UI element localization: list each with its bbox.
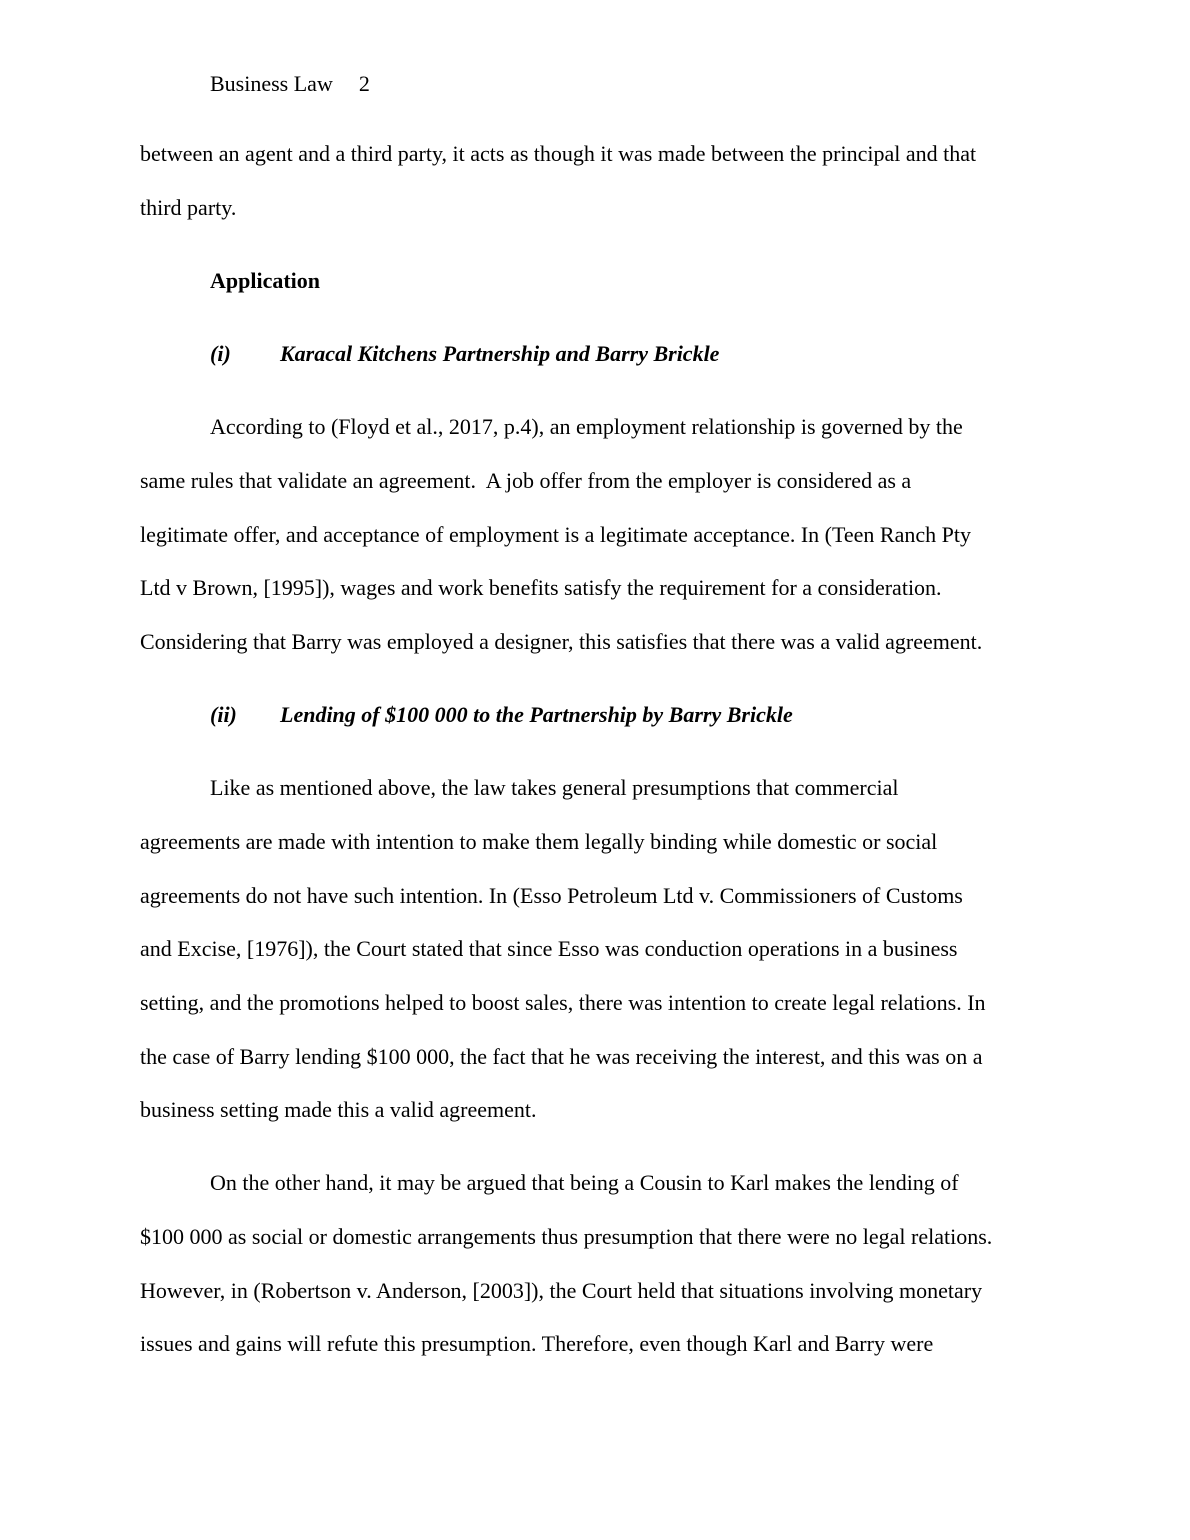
page-number: 2 (358, 71, 370, 96)
paragraph-line: setting, and the promotions helped to boost sales, there was intention to create legal relations. In (140, 990, 986, 1015)
paragraph-line: and Excise, [1976]), the Court stated that since Esso was conduction operations in a business (140, 936, 958, 961)
paragraph-line: same rules that validate an agreement. A job offer from the employer is considered as a (140, 468, 912, 493)
paragraph-line: agreements are made with intention to make them legally binding while domestic or social (140, 829, 938, 854)
paragraph-line: Ltd v Brown, [1995]), wages and work benefits satisfy the requirement for a consideration. (140, 575, 942, 600)
running-head-title: Business Law (210, 71, 333, 96)
subsection-number: (ii) (210, 702, 237, 727)
paragraph-line: Like as mentioned above, the law takes general presumptions that commercial (210, 775, 899, 800)
paragraph-line: third party. (140, 195, 237, 220)
paragraph-line: between an agent and a third party, it acts as though it was made between the principal and that (140, 141, 977, 166)
paragraph-line: the case of Barry lending $100 000, the fact that he was receiving the interest, and this was on a (140, 1044, 983, 1069)
paragraph-line: $100 000 as social or domestic arrangements thus presumption that there were no legal relations. (140, 1224, 993, 1249)
paragraph-line: business setting made this a valid agreement. (140, 1097, 537, 1122)
paragraph-line: agreements do not have such intention. In (Esso Petroleum Ltd v. Commissioners of Customs (140, 883, 963, 908)
paragraph-line: Considering that Barry was employed a designer, this satisfies that there was a valid agreement. (140, 629, 983, 654)
section-heading-application: Application (210, 268, 321, 293)
subsection-title: Karacal Kitchens Partnership and Barry Brickle (280, 341, 720, 366)
subsection-title: Lending of $100 000 to the Partnership by Barry Brickle (280, 702, 793, 727)
subsection-number: (i) (210, 341, 231, 366)
subsection-heading-i (210, 339, 719, 369)
paragraph-line: issues and gains will refute this presumption. Therefore, even though Karl and Barry were (140, 1331, 934, 1356)
subsection-heading-ii (210, 700, 793, 730)
paragraph-line: On the other hand, it may be argued that being a Cousin to Karl makes the lending of (210, 1170, 959, 1195)
page-header (210, 70, 370, 98)
paragraph-line: legitimate offer, and acceptance of employment is a legitimate acceptance. In (Teen Ranch Pty (140, 522, 971, 547)
paragraph-line: According to (Floyd et al., 2017, p.4), an employment relationship is governed by the (210, 414, 963, 439)
paragraph-line: However, in (Robertson v. Anderson, [2003]), the Court held that situations involving monetary (140, 1278, 983, 1303)
